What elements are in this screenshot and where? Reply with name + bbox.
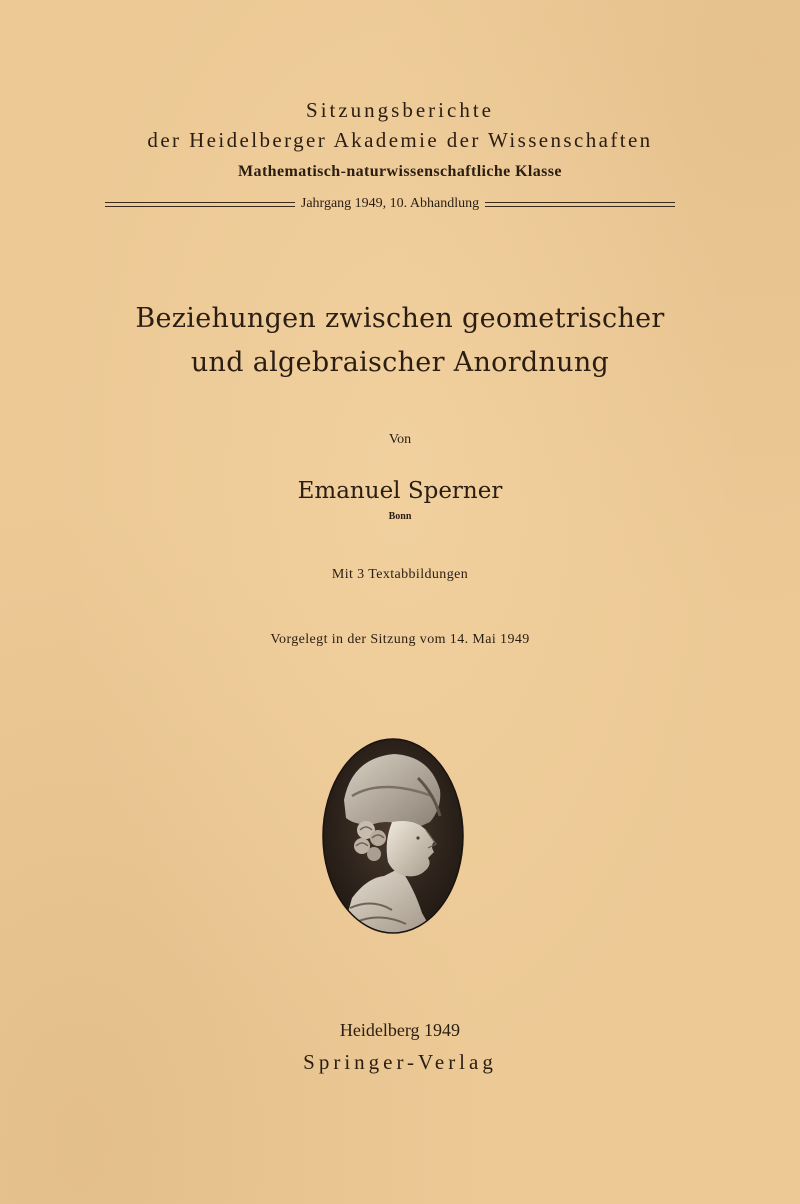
year-label: Jahrgang 1949, 10. Abhandlung xyxy=(300,196,480,211)
double-rule-left xyxy=(105,202,295,207)
main-title-line-2: und algebraischer Anordnung xyxy=(190,347,610,378)
figures-note: Mit 3 Textabbildungen xyxy=(331,567,469,582)
presented-note: Vorgelegt in der Sitzung vom 14. Mai 1949 xyxy=(270,632,530,647)
athena-cameo-icon xyxy=(322,738,464,934)
author-affiliation: Bonn xyxy=(388,511,412,522)
double-rule-right xyxy=(485,202,675,207)
imprint-publisher: Springer-Verlag xyxy=(303,1050,497,1074)
series-title: Sitzungsberichte xyxy=(306,98,494,122)
year-rule-line xyxy=(105,193,675,215)
author-name: Emanuel Sperner xyxy=(297,478,503,504)
main-title-line-1: Beziehungen zwischen geometrischer xyxy=(135,303,665,334)
imprint-place-year: Heidelberg 1949 xyxy=(339,1020,461,1040)
class-name: Mathematisch-naturwissenschaftliche Klasse xyxy=(238,163,562,180)
academy-name: der Heidelberger Akademie der Wissenschaften xyxy=(147,128,653,152)
by-label: Von xyxy=(388,432,412,447)
